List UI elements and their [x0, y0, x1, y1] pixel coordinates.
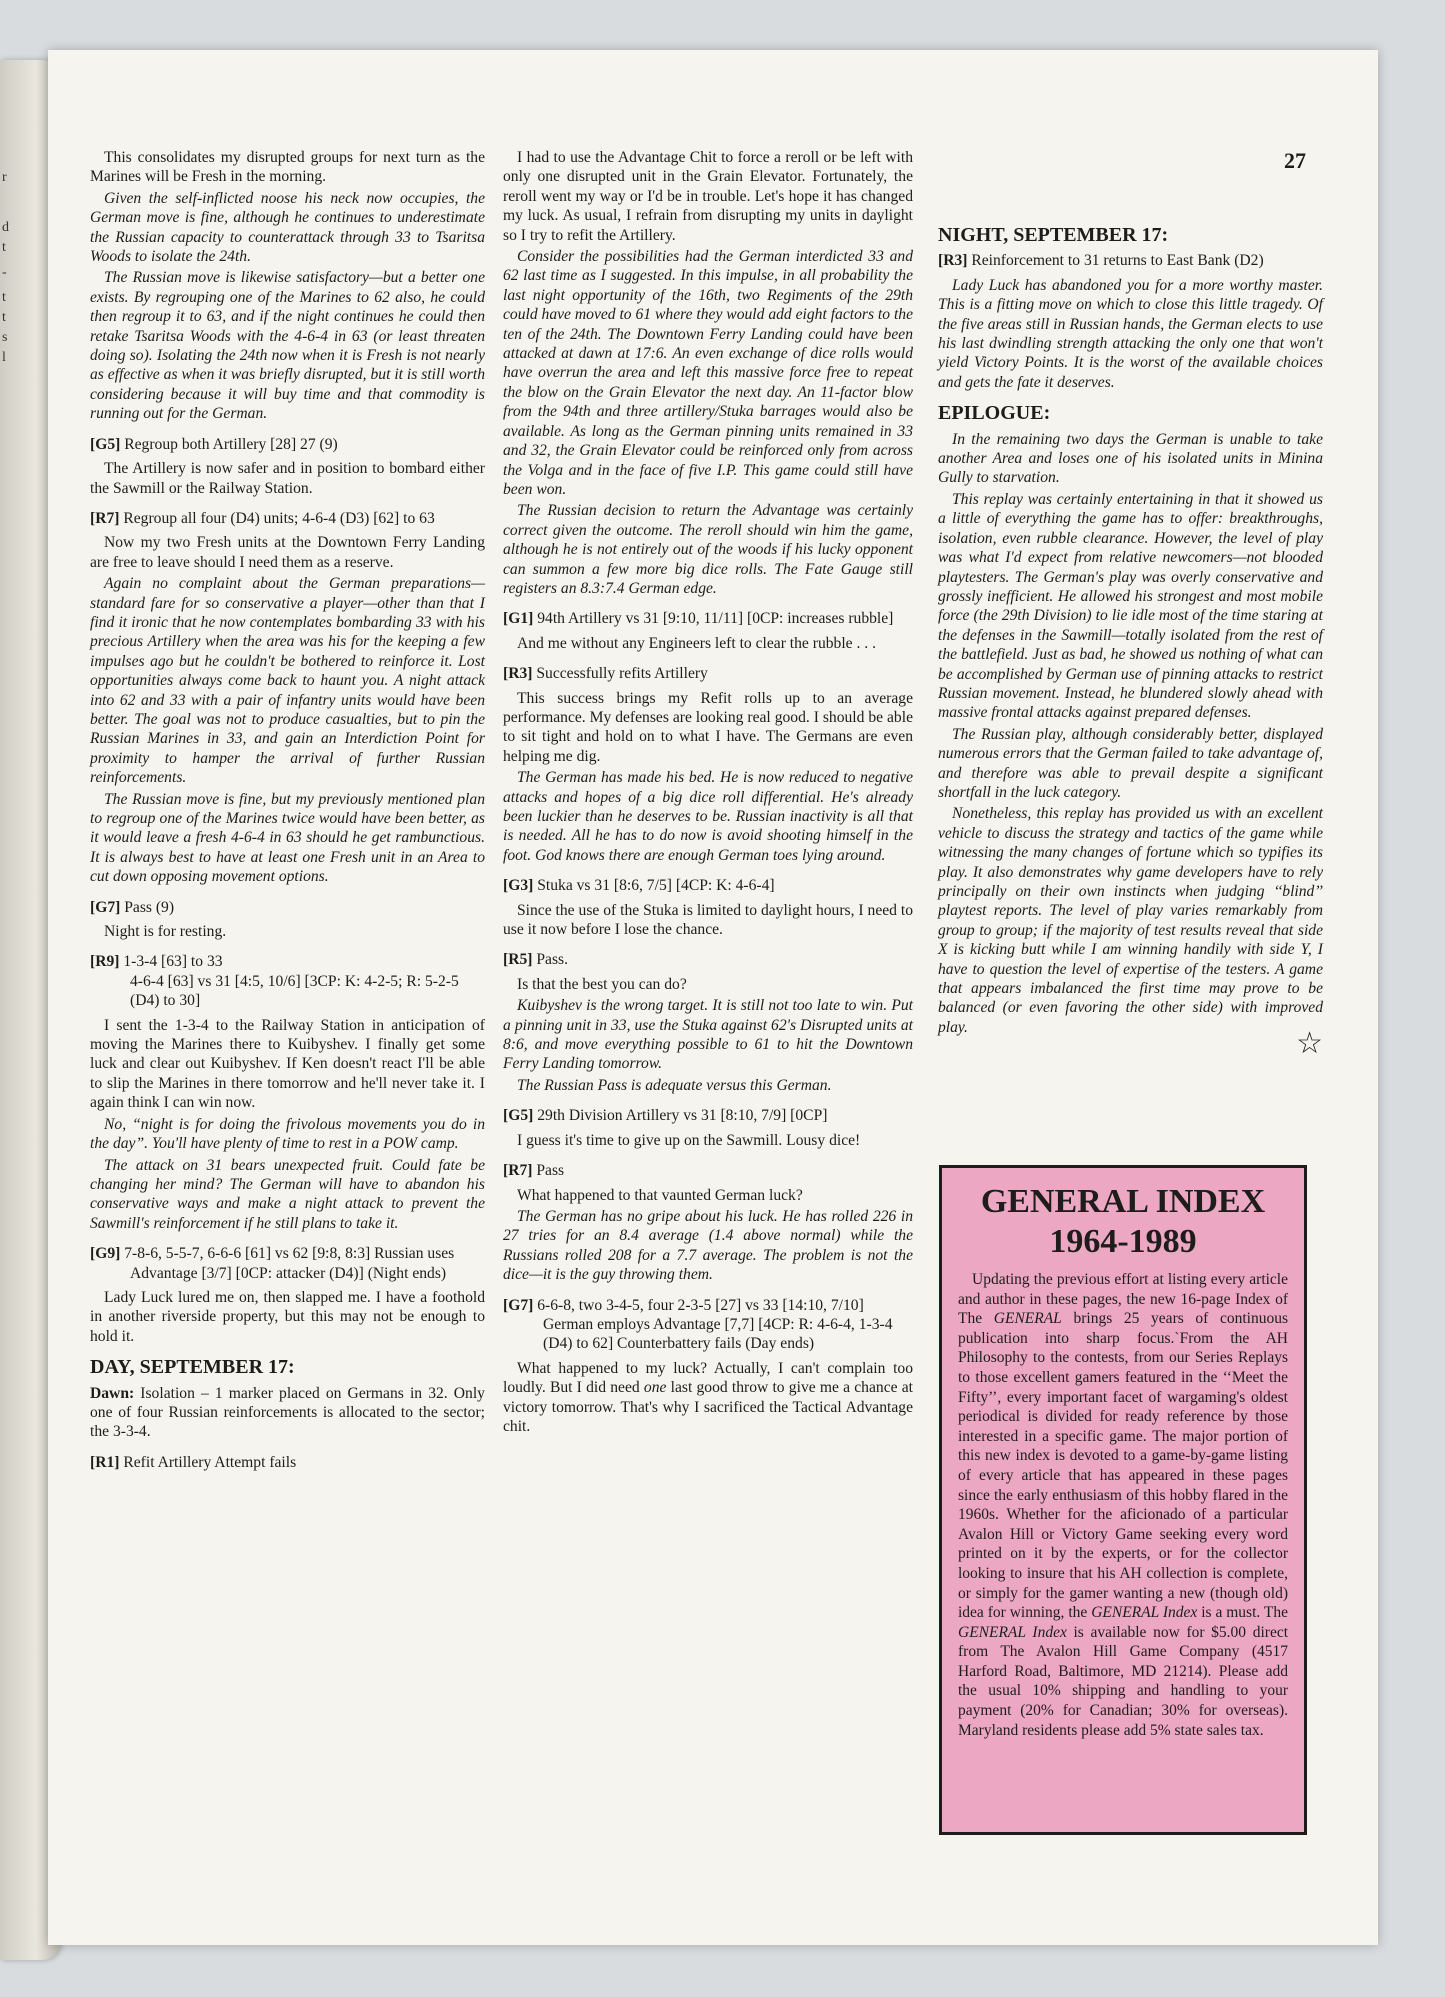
move-tag: [G7]: [503, 1296, 534, 1314]
move-entry: [938, 251, 1323, 270]
move-tag: [G9]: [90, 1245, 121, 1263]
paragraph: Now my two Fresh units at the Downtown Ferry Landing are free to leave should I need them as a reserve.: [90, 534, 485, 571]
move-text: Pass.: [536, 951, 568, 969]
section-heading: DAY, SEPTEMBER 17:: [90, 1356, 295, 1379]
dawn-text: Isolation – 1 marker placed on Germans in 32. Only one of four Russian reinforcements is allocated to the sector; the 3-3-4.: [90, 1384, 485, 1441]
emphasis: one: [643, 1379, 667, 1397]
index-title: [958, 1182, 1288, 1262]
paragraph: Lady Luck lured me on, then slapped me. I have a foothold in another riverside property, but this may not be enough to hold it.: [90, 1288, 485, 1345]
move-entry: [503, 609, 913, 628]
column-1: [90, 148, 485, 1477]
move-text: Successfully refits Artillery: [536, 665, 708, 683]
move-tag: [G7]: [90, 898, 121, 916]
commentary-paragraph: In the remaining two days the German is unable to take another Area and loses one of his isolated units in Minina Gully to starvation.: [938, 430, 1323, 487]
commentary-paragraph: The Russian decision to return the Advantage was certainly correct given the outcome. The reroll should win him the game, although he is not entirely out of the woods if his lucky opponent can summon a few more big dice rolls. The Fate Gauge still registers an 8.3:7.4 German edge.: [503, 502, 913, 597]
paragraph: I guess it's time to give up on the Sawmill. Lousy dice!: [517, 1131, 861, 1149]
commentary-paragraph: No, “night is for doing the frivolous movements you do in the day”. You'll have plenty of time to rest in a POW camp.: [90, 1115, 485, 1153]
commentary-paragraph: Kuibyshev is the wrong target. It is still not too late to win. Put a pinning unit in 33, use the Stuka against 62's Disrupted units at 8:6, and move everything possible to 61 to hit the Downtown Ferry Landing tomorrow.: [503, 997, 913, 1073]
text-span: is available now for $5.00 direct from The Avalon Hill Game Company (4517 Harford Road, Baltimore, MD 21214). Please add the usual 10% shipping and handling to your payment (20% for Canadian; 30% for overseas). Maryland residents please add 5% state sales tax.: [958, 1623, 1289, 1739]
move-entry: [503, 950, 913, 969]
magazine-page: [48, 50, 1378, 1945]
move-tag: [R3]: [938, 252, 968, 270]
move-entry: [503, 664, 913, 683]
move-tag: [R9]: [90, 953, 120, 971]
move-entry: [503, 1296, 913, 1354]
commentary-paragraph: This replay was certainly entertaining in that it showed us a little of everything the game has to offer: breakthroughs, isolation, even rubble clearance. However, the level of play was what I'd expect from relative newcomers—not blooded playtesters. The German's play was overly conservative and grossly inefficient. He allowed his strongest and most mobile force (the 29th Division) to lie idle most of the time staring at the defenses in the Sawmill—totally isolated from the rest of the battlefield. Just as bad, he showed us nothing of what can be accomplished by German use of pinning attacks to restrict Russian movement. Instead, he blundered slowly ahead with massive frontal attacks against prepared defenses.: [938, 490, 1323, 722]
paragraph: I had to use the Advantage Chit to force a reroll or be left with only one disrupted unit in the Grain Elevator. Fortunately, the reroll went my way or I'd be in trouble. Let's hope it has changed my luck. As usual, I refrain from disrupting my units in daylight so I try to refit the Artillery.: [503, 149, 913, 244]
text-span: brings 25 years of continuous publication into sharp focus.`From the AH Philosophy to the contests, from our Series Replays to those excellent gamers featured in the ‘‘Meet the Fifty’’, every important facet of wargaming's oldest periodical is divided for ready reference by those interested in a specific game. The major portion of this new index is devoted to a game-by-game listing of every article that has appeared in these pages since the early enthusiasm of this hobby flared in the 1960s. Whether for the aficionado of a particular Avalon Hill or Victory Game seeking every word printed on it by the experts, or for the collector looking to insure that his AH collection is complete, or simply for the gamer wanting a new (though old) idea for winning, the: [958, 1310, 1289, 1622]
facing-page-fragment: -: [2, 265, 7, 280]
dawn-label: Dawn:: [90, 1384, 135, 1402]
paragraph: This consolidates my disrupted groups for next turn as the Marines will be Fresh in the morning.: [90, 149, 485, 186]
move-text: 4-6-4 [63] vs 31 [4:5, 10/6] [3CP: K: 4-2-5; R: 5-2-5 (D4) to 30]: [130, 972, 459, 1010]
move-tag: [G5]: [503, 1107, 534, 1125]
move-text: Regroup both Artillery [28] 27 (9): [124, 435, 338, 453]
paragraph: What happened to that vaunted German luck?: [517, 1186, 803, 1204]
paragraph: The Artillery is now safer and in position to bombard either the Sawmill or the Railway Station.: [90, 460, 485, 497]
star-icon: ☆: [1296, 1027, 1323, 1061]
move-tag: [R3]: [503, 665, 533, 683]
paragraph: Since the use of the Stuka is limited to daylight hours, I need to use it now before I lose the chance.: [503, 901, 913, 939]
move-entry: [90, 435, 485, 454]
text-span: last good throw to give me a chance at victory tomorrow. That's why I sacrificed the Tactical Advantage chit.: [503, 1379, 913, 1435]
move-entry: [90, 509, 485, 528]
section-heading: NIGHT, SEPTEMBER 17:: [938, 224, 1169, 246]
text-span: is a must. The: [1201, 1604, 1289, 1622]
paragraph: Is that the best you can do?: [517, 975, 687, 993]
emphasis: GENERAL Index: [958, 1623, 1067, 1641]
commentary-paragraph: The Russian move is likewise satisfactory—but a better one exists. By regrouping one of the Marines to 62 also, he could then regroup it to 63, and if the night continues he could then retake Tsaritsa Woods with the 4-6-4 in 63 (or least threaten doing so). Isolating the 24th now when it is Fresh is not nearly as effective as when it was briefly disrupted, but it is still worth considering because it will buy time and that commodity is running out for the German.: [90, 269, 485, 423]
move-entry: [503, 1106, 913, 1125]
move-tag: [G5]: [90, 435, 121, 453]
commentary-paragraph: The German has no gripe about his luck. He has rolled 226 in 27 tries for an 8.4 average (1.4 above normal) while the Russians rolled 208 for a 7.7 average. The problem is not the dice—it is the guy throwing them.: [503, 1207, 913, 1284]
commentary-paragraph: Lady Luck has abandoned you for a more worthy master. This is a fitting move on which to close this little tragedy. Of the five areas still in Russian hands, the German elects to use his last dwindling strength attacking the only one that won't yield Victory Points. It is the worst of the available choices and gets the fate it deserves.: [938, 276, 1323, 391]
move-tag: [R1]: [90, 1453, 120, 1471]
move-tag: [G3]: [503, 877, 534, 895]
facing-page-fragment: d: [2, 220, 9, 235]
move-tag: [R7]: [90, 509, 120, 527]
move-text: Regroup all four (D4) units; 4-6-4 (D3) [62] to 63: [123, 509, 435, 527]
text-span: Updating the previous effort at listing every article and author in these pages, the new 16-page Index of The: [958, 1271, 1288, 1328]
facing-page-fragment: r: [2, 170, 7, 185]
facing-page-fragment: t: [2, 310, 6, 325]
move-tag: [R5]: [503, 951, 533, 969]
general-index-box: [939, 1165, 1307, 1835]
move-entry: [90, 952, 485, 1010]
move-entry: [503, 1161, 913, 1180]
commentary-paragraph: Again no complaint about the German preparations—standard fare for so conservative a player—other than that I find it ironic that he now contemplates bombarding 33 with his precious Artillery when the area was his for the keeping a few impulses ago but he couldn't be bothered to reinforce it. Lost opportunities always come back to haunt you. A night attack into 62 and 33 with a pair of infantry units would have been better. The goal was not to produce casualties, but to pin the Russian Marines in 33, and gain an Interdiction Point for proximity to hamper the arrival of further Russian reinforcements.: [90, 575, 485, 787]
emphasis: GENERAL Index: [1091, 1604, 1198, 1622]
commentary-paragraph: The Russian play, although considerably better, displayed numerous errors that the German failed to take advantage of, and therefore was able to prevail despite a significant shortfall in the luck category.: [938, 725, 1323, 801]
move-entry: [90, 898, 485, 917]
page-number: 27: [1284, 148, 1306, 173]
emphasis: GENERAL: [993, 1310, 1062, 1328]
commentary-paragraph: Consider the possibilities had the German interdicted 33 and 62 last time as I suggested. In this impulse, in all probability the last night opportunity of the 16th, two Regiments of the 29th could have moved to 61 where they would add eight factors to the ten of the 24th. The Downtown Ferry Landing could have been attacked at dawn at 17:6. An even exchange of dice rolls would have overrun the area and left this massive force free to repeat the blow on the Grain Elevator the next day. An 11-factor blow from the 94th and three artillery/Stuka barrages would also be available. As long as the German pinning units remained in 33 and 32, the Grain Elevator could be reinforced only from across the Volga and in the face of five I.P. This game could still have been won.: [503, 248, 913, 498]
paragraph: Night is for resting.: [104, 923, 227, 941]
section-heading: EPILOGUE:: [938, 402, 1051, 425]
paragraph: This success brings my Refit rolls up to an average performance. My defenses are looking real good. I should be able to sit tight and hold on to what I have. The Germans are even helping me dig.: [503, 689, 913, 765]
commentary-paragraph: Nonetheless, this replay has provided us with an excellent vehicle to discuss the strategy and tactics of the game while witnessing the many changes of fortune which so typifies its play. It also demonstrates why game developers have to rely principally on their own instincts when judging ‘‘blind’’ playtest reports. The level of play varies remarkably from group to group; if the majority of test results reveal that side X is kicking butt while I am winning handily with side Y, I have to question the level of expertise of the testers. A game that appears imbalanced the first time may prove to be balanced (or even favoring the other side) with improved play.: [938, 805, 1323, 1036]
paragraph: I sent the 1-3-4 to the Railway Station in anticipation of moving the Marines there to Kuibyshev. I finally get some luck and clear out Kuibyshev. If Ken doesn't react I'll be able to slip the Marines in there tomorrow and he'll never take it. I again think I can win now.: [90, 1016, 485, 1112]
index-body: [958, 1270, 1288, 1740]
facing-page-fragment: t: [2, 240, 6, 255]
move-entry: [90, 1244, 485, 1283]
facing-page-fragment: t: [2, 290, 6, 305]
commentary-paragraph: The Russian Pass is adequate versus this German.: [517, 1076, 832, 1094]
move-text: Pass: [536, 1162, 565, 1180]
move-text: 29th Division Artillery vs 31 [8:10, 7/9] [0CP]: [537, 1107, 828, 1125]
move-text: Refit Artillery Attempt fails: [123, 1453, 297, 1471]
paragraph: And me without any Engineers left to clear the rubble . . .: [517, 634, 876, 652]
move-text: 94th Artillery vs 31 [9:10, 11/11] [0CP: increases rubble]: [537, 610, 894, 628]
move-entry: [90, 1453, 485, 1472]
facing-page-fragment: l: [2, 350, 6, 365]
move-tag: [G1]: [503, 610, 534, 628]
move-text: 7-8-6, 5-5-7, 6-6-6 [61] vs 62 [9:8, 8:3] Russian uses Advantage [3/7] [0CP: attacker (D4)] (Night ends): [124, 1245, 455, 1282]
move-tag: [R7]: [503, 1162, 533, 1180]
move-text: 1-3-4 [63] to 33: [123, 953, 223, 971]
move-entry: [503, 876, 913, 895]
column-3: [938, 148, 1323, 1061]
commentary-paragraph: The German has made his bed. He is now reduced to negative attacks and hopes of a big dice roll differential. He's already been luckier than he deserves to be. Russian inactivity is all that is needed. All he has to do now is avoid shooting himself in the foot. God knows there are enough German toes lying around.: [503, 769, 913, 864]
index-title-line: 1964-1989: [1049, 1223, 1197, 1260]
commentary-paragraph: The Russian move is fine, but my previously mentioned plan to regroup one of the Marines twice would have been better, as it would leave a fresh 4-6-4 in 63 should he get rambunctious. It is always best to have at least one Fresh unit in an Area to cut down opposing movement options.: [90, 790, 485, 886]
commentary-paragraph: Given the self-inflicted noose his neck now occupies, the German move is fine, although he continues to underestimate the Russian capacity to counterattack through 33 to Tsaritsa Woods to isolate the 24th.: [90, 189, 485, 266]
index-title-line: GENERAL INDEX: [980, 1183, 1266, 1220]
move-text: Reinforcement to 31 returns to East Bank (D2): [971, 252, 1264, 270]
move-text: 6-6-8, two 3-4-5, four 2-3-5 [27] vs 33 [14:10, 7/10] German employs Advantage [7,7] [4CP: R: 4-6-4, 1-3-4 (D4) to 62] Counterbattery fails (Day ends): [537, 1296, 893, 1353]
commentary-paragraph: The attack on 31 bears unexpected fruit. Could fate be changing her mind? The German will have to abandon his conservative ways and make a night attack to prevent the Sawmill's reinforcement if he still plans to take it.: [90, 1156, 485, 1232]
column-2: [503, 148, 913, 1438]
paragraph: [90, 1384, 485, 1442]
move-text: Stuka vs 31 [8:6, 7/5] [4CP: K: 4-6-4]: [537, 877, 775, 895]
move-text: Pass (9): [124, 898, 175, 916]
facing-page-fragment: s: [2, 330, 8, 345]
paragraph: [503, 1359, 913, 1437]
text-span: What happened to my luck? Actually, I can't complain too loudly. But I did need: [503, 1359, 913, 1397]
